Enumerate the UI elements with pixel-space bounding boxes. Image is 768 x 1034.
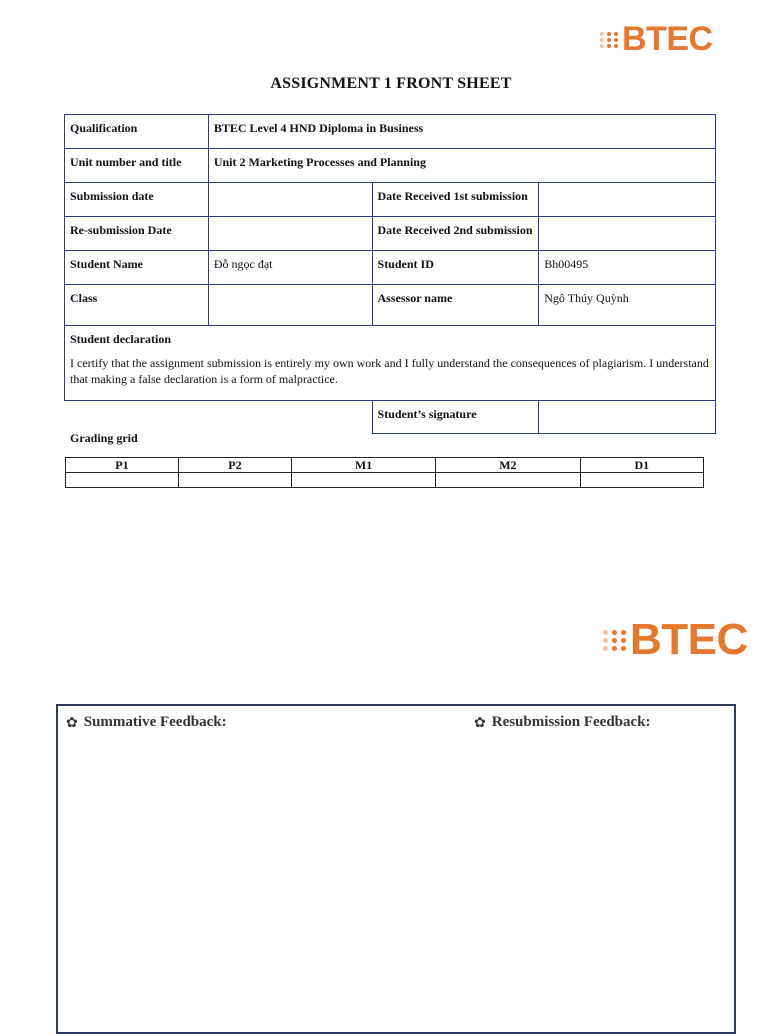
unit-label: Unit number and title bbox=[65, 149, 209, 183]
logo-text: BTEC bbox=[630, 615, 748, 664]
student-name-value[interactable]: Đỗ ngọc đạt bbox=[208, 251, 372, 285]
logo-dots-icon bbox=[600, 32, 619, 48]
resubmission-date-value[interactable] bbox=[208, 217, 372, 251]
page-title: ASSIGNMENT 1 FRONT SHEET bbox=[270, 75, 512, 92]
grade-header-d1: D1 bbox=[580, 458, 703, 473]
student-id-label: Student ID bbox=[372, 251, 539, 285]
date-received-2-value[interactable] bbox=[539, 217, 716, 251]
grade-header-p2: P2 bbox=[178, 458, 291, 473]
date-received-1-value[interactable] bbox=[539, 183, 716, 217]
resubmission-date-label: Re-submission Date bbox=[65, 217, 209, 251]
grading-grid-label: Grading grid bbox=[70, 431, 138, 445]
grade-header-m1: M1 bbox=[291, 458, 435, 473]
student-name-label: Student Name bbox=[65, 251, 209, 285]
submission-date-value[interactable] bbox=[208, 183, 372, 217]
assessor-value[interactable]: Ngô Thúy Quỳnh bbox=[539, 285, 716, 326]
btec-logo bbox=[600, 20, 713, 59]
grade-cell-p1[interactable] bbox=[66, 473, 179, 488]
signature-spacer bbox=[65, 401, 373, 434]
logo-dots-icon bbox=[603, 630, 627, 651]
btec-logo-second bbox=[603, 615, 748, 665]
qualification-value: BTEC Level 4 HND Diploma in Business bbox=[208, 115, 715, 149]
front-sheet-table bbox=[64, 114, 716, 434]
signature-label: Student’s signature bbox=[372, 401, 539, 434]
declaration-text: I certify that the assignment submission is entirely my own work and I fully understand the consequences of plagiarism. I understand that making a false declaration is a form of malpractice. bbox=[70, 356, 709, 386]
submission-date-label: Submission date bbox=[65, 183, 209, 217]
grade-cell-p2[interactable] bbox=[178, 473, 291, 488]
student-id-value[interactable]: Bh00495 bbox=[539, 251, 716, 285]
declaration-label: Student declaration bbox=[70, 332, 172, 346]
feedback-box bbox=[56, 704, 736, 1034]
resubmission-feedback-heading bbox=[474, 714, 651, 731]
date-received-1-label: Date Received 1st submission bbox=[372, 183, 539, 217]
logo-text: BTEC bbox=[622, 20, 713, 58]
class-value[interactable] bbox=[208, 285, 372, 326]
grade-cell-d1[interactable] bbox=[580, 473, 703, 488]
assessor-label: Assessor name bbox=[372, 285, 539, 326]
qualification-label: Qualification bbox=[65, 115, 209, 149]
grade-cell-m1[interactable] bbox=[291, 473, 435, 488]
unit-value: Unit 2 Marketing Processes and Planning bbox=[208, 149, 715, 183]
date-received-2-label: Date Received 2nd submission bbox=[372, 217, 539, 251]
grading-grid bbox=[65, 457, 704, 488]
gear-icon: ✿ bbox=[66, 714, 78, 731]
summative-feedback-label: Summative Feedback: bbox=[83, 714, 227, 730]
grade-header-m2: M2 bbox=[436, 458, 580, 473]
summative-feedback-heading bbox=[66, 714, 227, 731]
resubmission-feedback-label: Resubmission Feedback: bbox=[491, 714, 651, 730]
grade-cell-m2[interactable] bbox=[436, 473, 580, 488]
declaration-cell bbox=[65, 326, 716, 401]
class-label: Class bbox=[65, 285, 209, 326]
grade-header-p1: P1 bbox=[66, 458, 179, 473]
signature-value[interactable] bbox=[539, 401, 716, 434]
gear-icon: ✿ bbox=[474, 714, 486, 731]
